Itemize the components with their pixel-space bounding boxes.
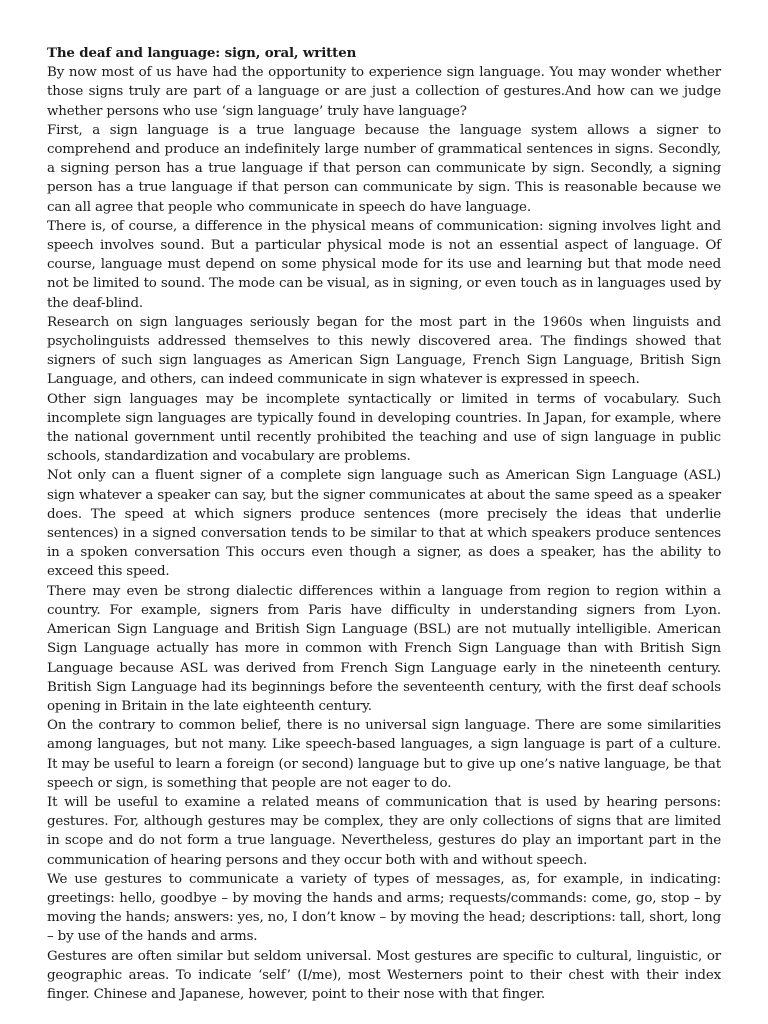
document-page [47,44,721,1004]
paragraph: Gestures are often similar but seldom universal. Most gestures are specific to cultural, linguistic, or geographic areas. To indicate ‘self’ (I/me), most Westerners point to their chest with their index finger. Chinese and Japanese, however, point to their nose with that finger. [47,948,721,1002]
document-title: The deaf and language: sign, oral, written [47,45,357,61]
paragraph: By now most of us have had the opportunity to experience sign language. You may wonder whether those signs truly are part of a language or are just a collection of gestures.And how can we judge whether persons who use ‘sign language’ truly have language? [47,65,721,119]
paragraph: There is, of course, a difference in the physical means of communication: signing involves light and speech involves sound. But a particular physical mode is not an essential aspect of language. Of course, language must depend on some physical mode for its use and learning but that mode need not be limited to sound. The mode can be visual, as in signing, or even touch as in languages used by the deaf-blind. [47,218,721,311]
paragraph: Not only can a fluent signer of a complete sign language such as American Sign Language (ASL) sign whatever a speaker can say, but the signer communicates at about the same speed as a speaker does. The speed at which signers produce sentences (more precisely the ideas that underlie sentences) in a signed conversation tends to be similar to that at which speakers produce sentences in a spoken conversation This occurs even though a signer, as does a speaker, has the ability to exceed this speed. [47,468,721,580]
paragraph: Research on sign languages seriously began for the most part in the 1960s when linguists and psycholinguists addressed themselves to this newly discovered area. The findings showed that signers of such sign languages as American Sign Language, French Sign Language, British Sign Language, and others, can indeed communicate in sign whatever is expressed in speech. [47,314,721,388]
paragraph: We use gestures to communicate a variety of types of messages, as, for example, in indicating: greetings: hello, goodbye – by moving the hands and arms; requests/commands: come, go, stop – by moving the hands; answers: yes, no, I don’t know – by moving the head; descriptions: tall, short, long – by use of the hands and arms. [47,871,721,945]
paragraph: On the contrary to common belief, there is no universal sign language. There are some similarities among languages, but not many. Like speech-based languages, a sign language is part of a culture. It may be useful to learn a foreign (or second) language but to give up one’s native language, be that speech or sign, is something that people are not eager to do. [47,718,721,791]
paragraph: Other sign languages may be incomplete syntactically or limited in terms of vocabulary. Such incomplete sign languages are typically found in developing countries. In Japan, for example, where the national government until recently prohibited the teaching and use of sign language in public schools, standardization and vocabulary are problems. [47,391,721,465]
paragraph: There may even be strong dialectic differences within a language from region to region within a country. For example, signers from Paris have difficulty in understanding signers from Lyon. American Sign Language and British Sign Language (BSL) are not mutually intelligible. American Sign Language actually has more in common with French Sign Language than with British Sign Language because ASL was derived from French Sign Language early in the nineteenth century. British Sign Language had its beginnings before the seventeenth century, with the first deaf schools opening in Britain in the late eighteenth century. [47,583,721,714]
paragraph: First, a sign language is a true language because the language system allows a signer to comprehend and produce an indefinitely large number of grammatical sentences in signs. Secondly, a signing person has a true language if that person can communicate by sign. Secondly, a signing person has a true language if that person can communicate by sign. This is reasonable because we can all agree that people who communicate in speech do have language. [47,122,721,215]
paragraph: It will be useful to examine a related means of communication that is used by hearing persons: gestures. For, although gestures may be complex, they are only collections of signs that are limited in scope and do not form a true language. Nevertheless, gestures do play an important part in the communication of hearing persons and they occur both with and without speech. [47,794,721,868]
